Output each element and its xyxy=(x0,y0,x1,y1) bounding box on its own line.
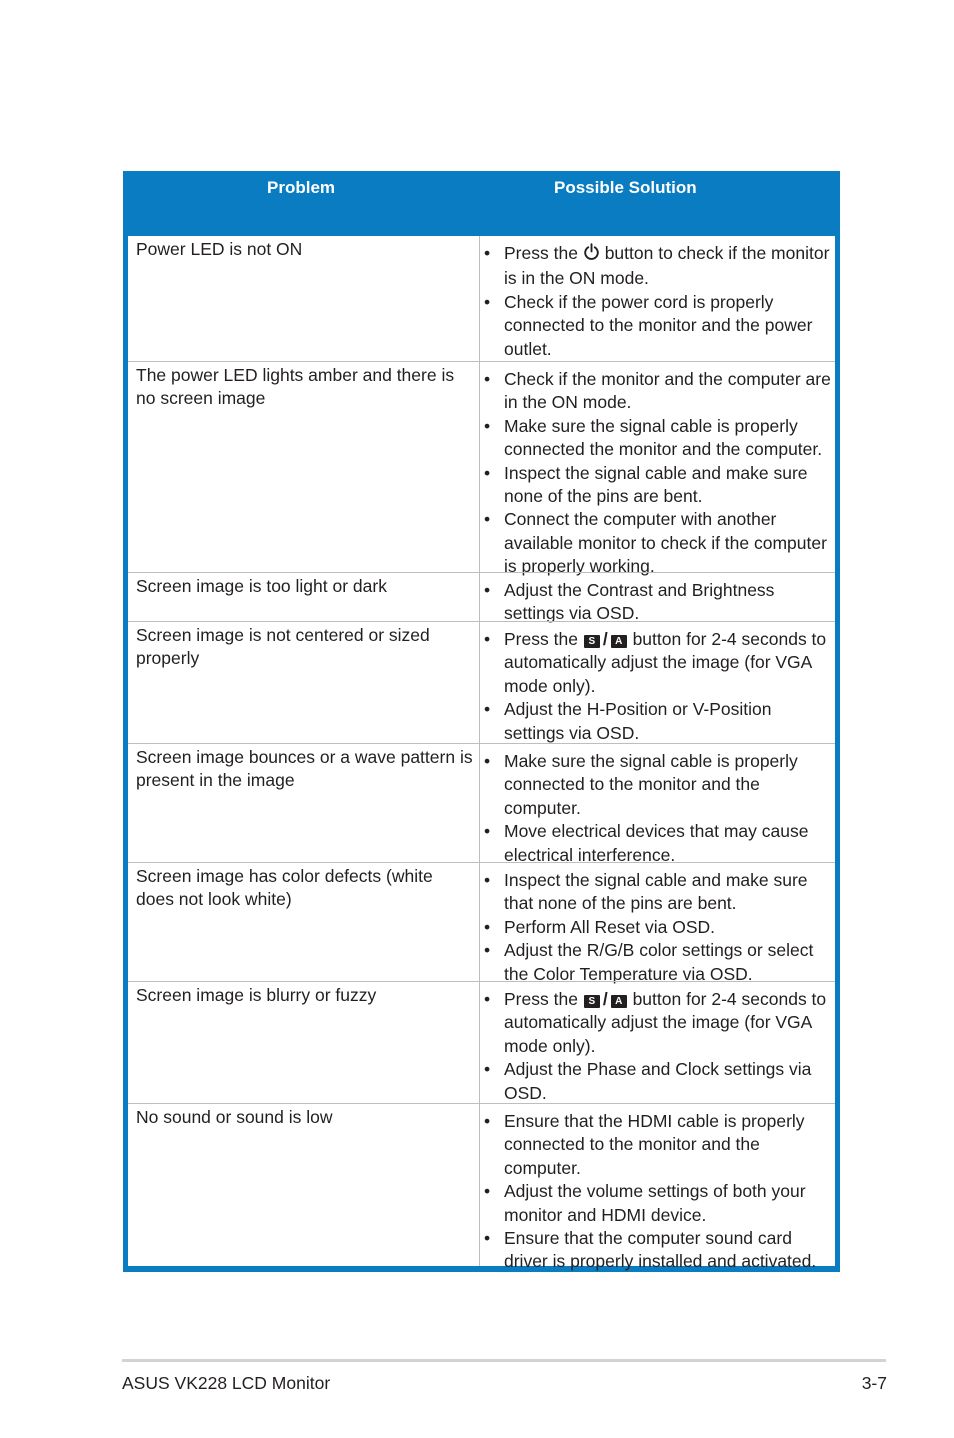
solution-text: Check if the power cord is properly connected to the monitor and the power outlet. xyxy=(504,291,813,359)
solution-text: Adjust the H-Position or V-Position settings via OSD. xyxy=(504,699,772,743)
solution-text: Ensure that the HDMI cable is properly connected to the monitor and the computer. xyxy=(504,1111,805,1178)
solution-text-before: Press the xyxy=(504,989,578,1009)
troubleshooting-table xyxy=(123,171,840,1272)
solution-item xyxy=(482,462,834,509)
solution-text: Adjust the Phase and Clock settings via OSD. xyxy=(504,1059,812,1103)
solution-item xyxy=(482,1058,834,1105)
bullet-icon: • xyxy=(484,870,491,890)
a-key-icon: A xyxy=(611,635,627,648)
table-row xyxy=(128,361,835,577)
solution-item xyxy=(482,869,834,916)
solution-item xyxy=(482,1180,834,1227)
solution-list xyxy=(482,988,834,1105)
table-row xyxy=(128,862,835,984)
bullet-icon: • xyxy=(484,415,491,436)
solution-list xyxy=(482,750,834,867)
solution-list xyxy=(482,628,834,745)
table-row xyxy=(128,236,835,361)
solution-text: Inspect the signal cable and make sure that none of the pins are bent. xyxy=(504,870,808,914)
a-key-icon: A xyxy=(611,995,627,1008)
bullet-icon: • xyxy=(484,580,491,600)
solution-text-before: Press the xyxy=(504,243,578,263)
problem-text: Screen image has color defects (white does not look white) xyxy=(136,866,433,910)
bullet-icon: • xyxy=(484,629,491,649)
solution-text-before: Press the xyxy=(504,629,578,649)
solution-list xyxy=(482,1110,834,1274)
problem-text: Screen image is blurry or fuzzy xyxy=(136,985,377,1005)
problem-text: Power LED is not ON xyxy=(136,239,303,259)
bullet-icon: • xyxy=(484,1111,491,1131)
bullet-icon: • xyxy=(484,821,491,842)
solution-item xyxy=(482,698,834,745)
solution-text: Ensure that the computer sound card driver is properly installed and activated. xyxy=(504,1228,817,1272)
solution-text: Adjust the Contrast and Brightness settings via OSD. xyxy=(504,580,775,624)
table-row xyxy=(128,1103,835,1272)
solution-list xyxy=(482,869,834,986)
solution-text: Adjust the volume settings of both your monitor and HDMI device. xyxy=(504,1181,806,1225)
solution-text: Connect the computer with another available monitor to check if the computer is properly working. xyxy=(504,509,827,577)
solution-item xyxy=(482,1110,834,1180)
solution-item xyxy=(482,242,834,291)
bullet-icon: • xyxy=(484,462,491,483)
solution-list xyxy=(482,368,834,579)
table-body xyxy=(128,236,835,1272)
solution-text: Make sure the signal cable is properly connected to the monitor and the computer. xyxy=(504,751,798,818)
header-problem: Problem xyxy=(267,178,336,197)
bullet-icon: • xyxy=(484,989,491,1009)
s-key-icon: S xyxy=(584,635,600,648)
solution-item xyxy=(482,415,834,462)
problem-text: No sound or sound is low xyxy=(136,1107,333,1127)
solution-item xyxy=(482,508,834,578)
solution-text: Inspect the signal cable and make sure none of the pins are bent. xyxy=(504,462,808,507)
problem-text: Screen image is not centered or sized properly xyxy=(136,625,430,669)
solution-item xyxy=(482,628,834,698)
bullet-icon: • xyxy=(484,699,491,720)
bullet-icon: • xyxy=(484,291,491,312)
bullet-icon: • xyxy=(484,916,491,937)
solution-item xyxy=(482,291,834,361)
page-number: 3-7 xyxy=(861,1373,887,1393)
bullet-icon: • xyxy=(484,940,491,961)
bullet-icon: • xyxy=(484,1059,491,1080)
bullet-icon: • xyxy=(484,369,491,389)
solution-item xyxy=(482,1227,834,1274)
solution-item xyxy=(482,368,834,415)
solution-list xyxy=(482,579,834,626)
table-row xyxy=(128,743,835,865)
solution-text-after: button to check if the monitor is in the ON mode. xyxy=(504,243,830,289)
solution-item xyxy=(482,939,834,986)
problem-text: Screen image is too light or dark xyxy=(136,576,387,596)
solution-item xyxy=(482,916,834,939)
table-row xyxy=(128,572,835,624)
problem-text: The power LED lights amber and there is no screen image xyxy=(136,365,455,409)
solution-text: Check if the monitor and the computer are in the ON mode. xyxy=(504,369,831,413)
table-row xyxy=(128,621,835,743)
solution-list xyxy=(482,242,834,361)
solution-item xyxy=(482,988,834,1058)
s-key-icon: S xyxy=(584,995,600,1008)
solution-text: Move electrical devices that may cause electrical interference. xyxy=(504,821,809,865)
footer-title: ASUS VK228 LCD Monitor xyxy=(122,1373,331,1393)
bullet-icon: • xyxy=(484,1228,491,1249)
problem-text: Screen image bounces or a wave pattern is present in the image xyxy=(136,747,473,791)
solution-item xyxy=(482,820,834,867)
solution-text-after: button for 2-4 seconds to automatically adjust the image (for VGA mode only). xyxy=(504,989,827,1056)
bullet-icon: • xyxy=(484,1181,491,1202)
solution-text: Perform All Reset via OSD. xyxy=(504,916,716,937)
solution-text: Adjust the R/G/B color settings or select the Color Temperature via OSD. xyxy=(504,940,814,984)
solution-text: Make sure the signal cable is properly connected the monitor and the computer. xyxy=(504,415,823,460)
key-separator: / xyxy=(602,989,608,1009)
bullet-icon: • xyxy=(484,243,491,263)
bullet-icon: • xyxy=(484,509,491,530)
table-row xyxy=(128,981,835,1103)
bullet-icon: • xyxy=(484,751,491,771)
solution-item xyxy=(482,579,834,626)
key-separator: / xyxy=(602,629,608,649)
header-possible-solution: Possible Solution xyxy=(554,178,697,197)
footer-divider xyxy=(122,1359,886,1362)
solution-item xyxy=(482,750,834,820)
power-icon xyxy=(583,243,600,267)
solution-text-after: button for 2-4 seconds to automatically adjust the image (for VGA mode only). xyxy=(504,629,827,696)
